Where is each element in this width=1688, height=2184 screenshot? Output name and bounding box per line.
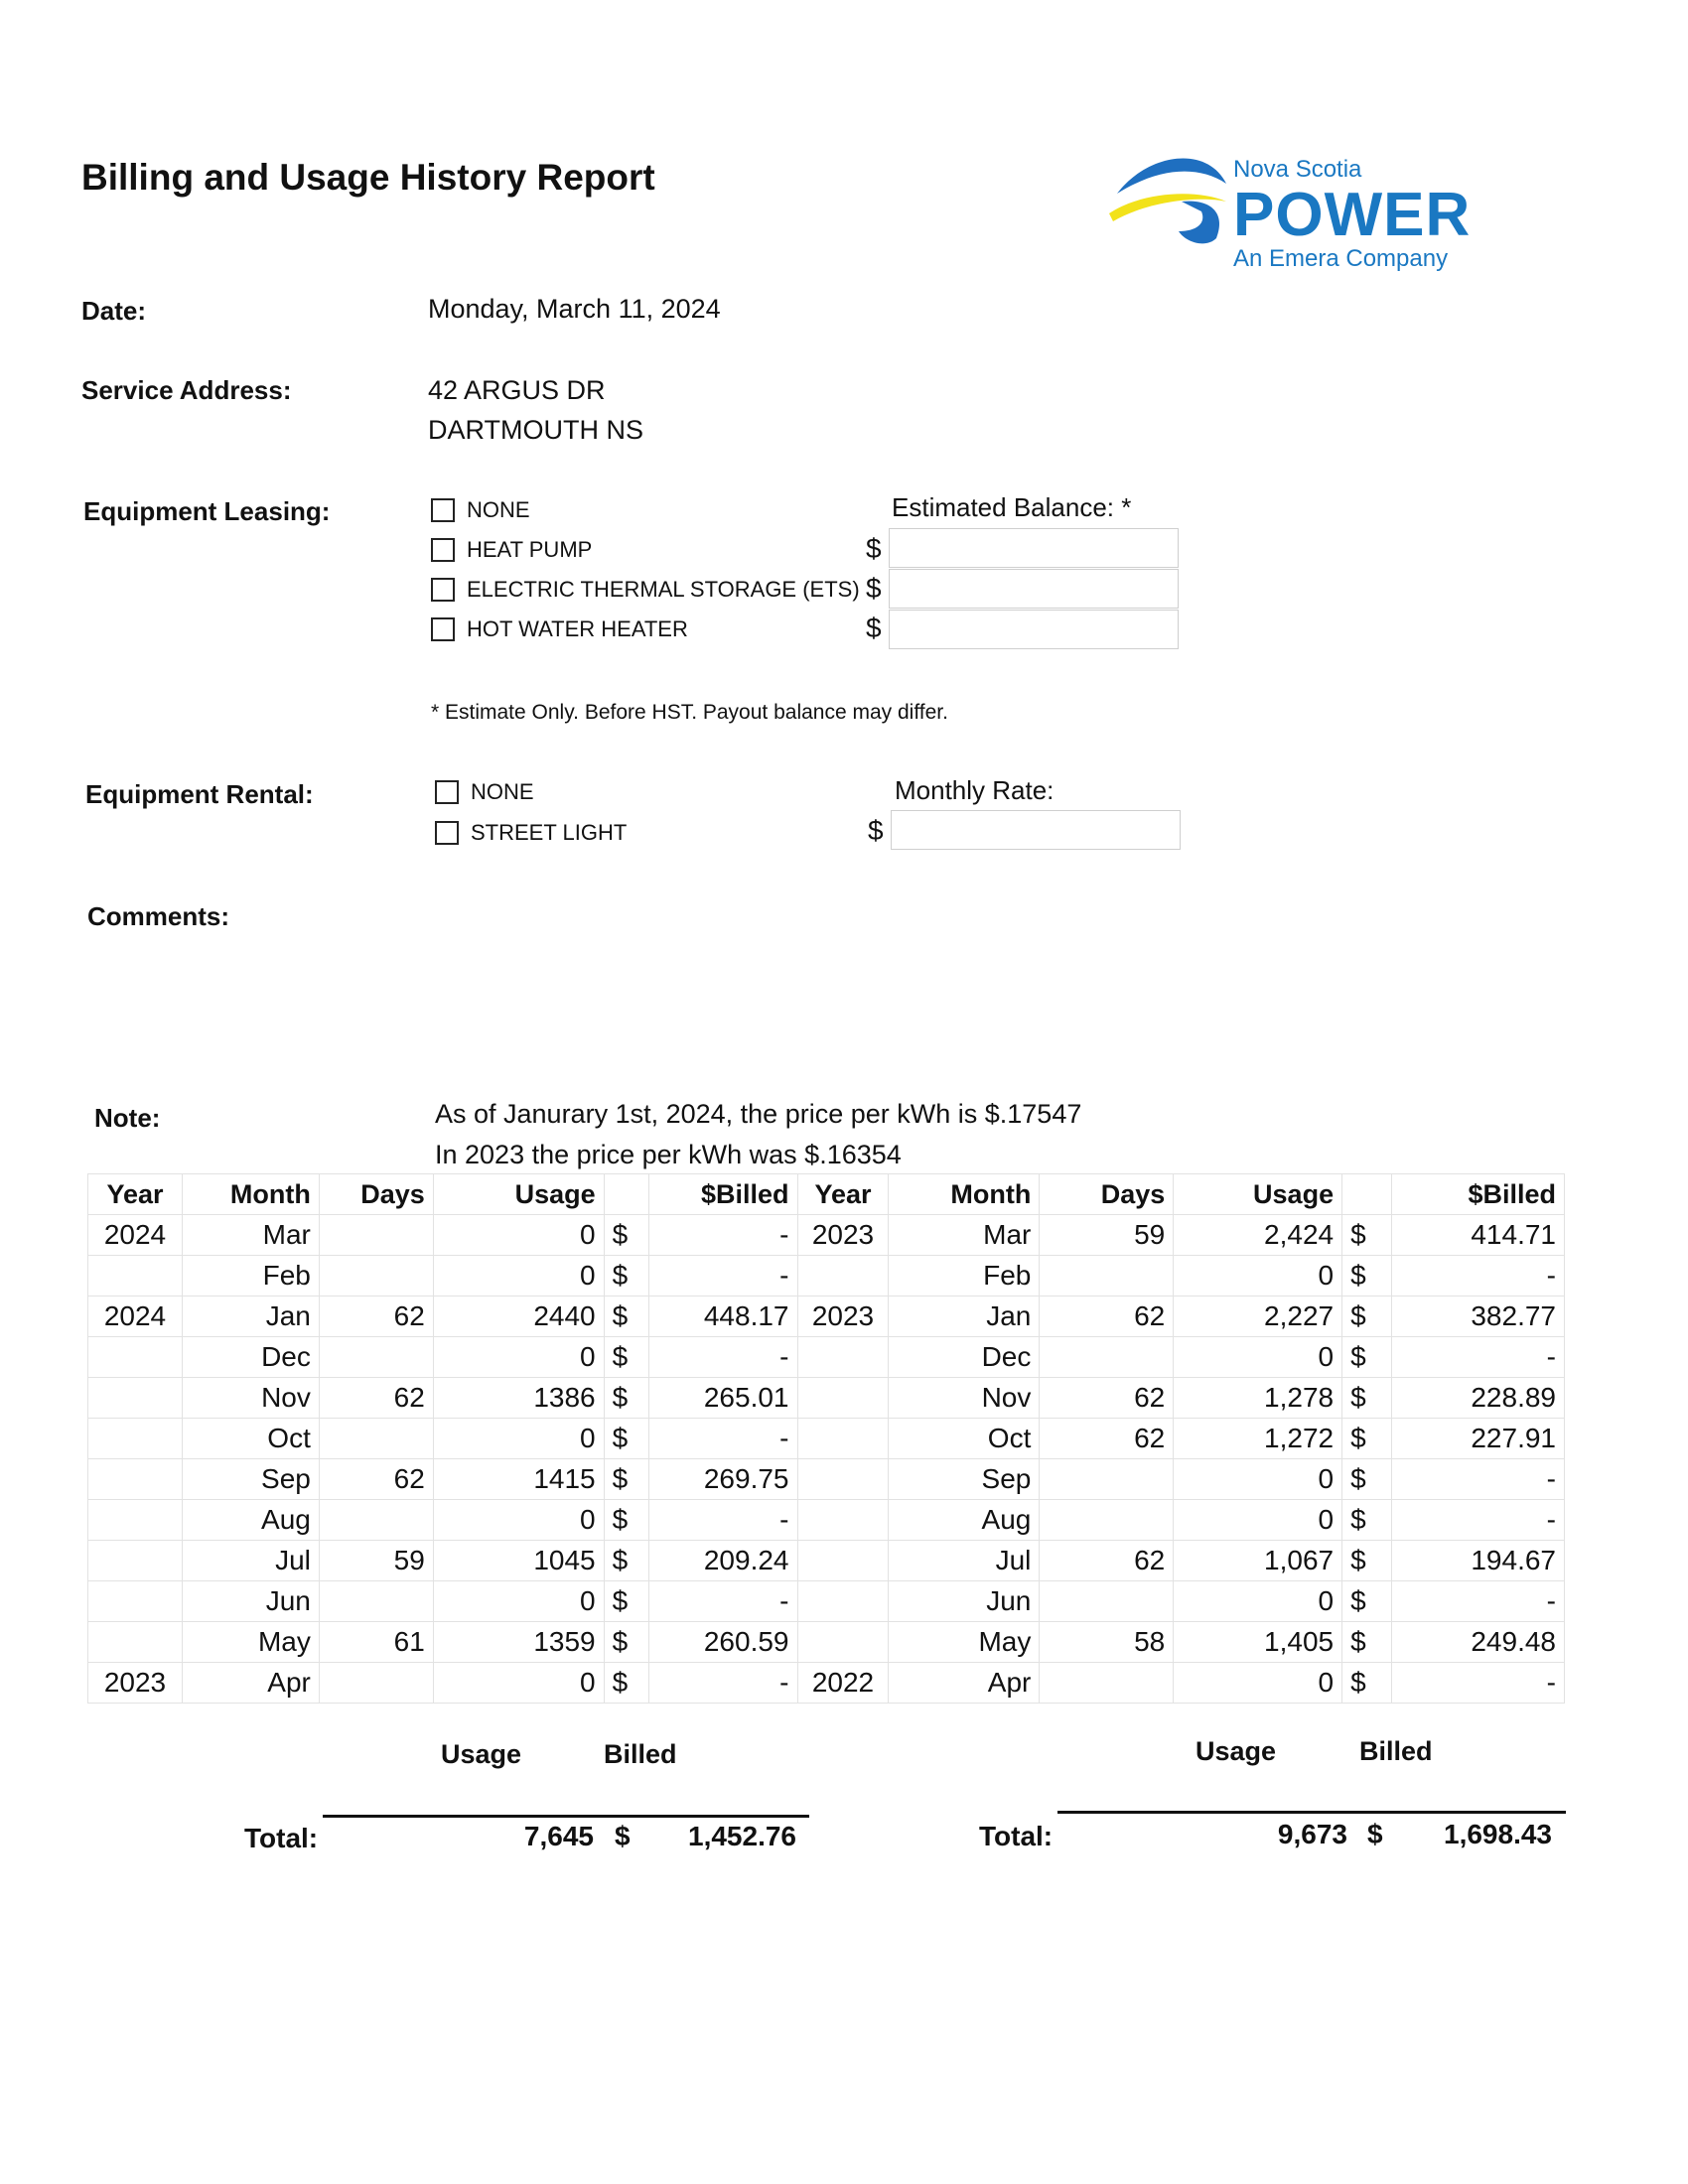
days-cell xyxy=(319,1256,433,1297)
year-cell xyxy=(797,1581,889,1622)
days-cell xyxy=(319,1337,433,1378)
billed-cell: - xyxy=(648,1256,797,1297)
billed-cell: - xyxy=(648,1215,797,1256)
total-currency-left: $ xyxy=(615,1821,631,1851)
days-cell xyxy=(319,1215,433,1256)
option-label: HEAT PUMP xyxy=(467,537,593,562)
usage-cell: 0 xyxy=(433,1419,604,1459)
table-row xyxy=(88,1297,1565,1337)
currency-cell: $ xyxy=(604,1297,648,1337)
date-value: Monday, March 11, 2024 xyxy=(428,294,721,324)
totals-usage-header-left: Usage xyxy=(441,1739,522,1769)
estimate-footnote: * Estimate Only. Before HST. Payout balance may differ. xyxy=(431,701,948,724)
days-cell xyxy=(1040,1663,1174,1704)
currency-symbol: $ xyxy=(866,613,882,643)
checkbox[interactable] xyxy=(431,498,455,522)
usage-cell: 0 xyxy=(433,1500,604,1541)
usage-cell: 0 xyxy=(433,1337,604,1378)
currency-cell: $ xyxy=(604,1419,648,1459)
billed-cell: - xyxy=(648,1500,797,1541)
billed-cell: 260.59 xyxy=(648,1622,797,1663)
month-cell: Sep xyxy=(182,1459,319,1500)
logo-tagline-bottom: An Emera Company xyxy=(1233,245,1449,272)
currency-cell: $ xyxy=(1342,1378,1392,1419)
column-header: Usage xyxy=(433,1174,604,1215)
year-cell xyxy=(797,1337,889,1378)
year-cell xyxy=(797,1622,889,1663)
totals-billed-header-left: Billed xyxy=(604,1739,677,1769)
leasing-option-ets[interactable] xyxy=(431,574,860,606)
rental-option-street-light[interactable] xyxy=(435,817,627,849)
month-cell: Apr xyxy=(889,1663,1040,1704)
option-label: STREET LIGHT xyxy=(471,820,628,845)
days-cell xyxy=(1040,1256,1174,1297)
table-row xyxy=(88,1459,1565,1500)
currency-cell: $ xyxy=(604,1541,648,1581)
checkbox[interactable] xyxy=(435,821,459,845)
column-header xyxy=(604,1174,648,1215)
year-cell: 2023 xyxy=(797,1297,889,1337)
street-light-rate-field[interactable] xyxy=(891,810,1181,850)
month-cell: Aug xyxy=(182,1500,319,1541)
address-line-1: 42 ARGUS DR xyxy=(428,375,606,405)
currency-cell: $ xyxy=(604,1215,648,1256)
days-cell: 61 xyxy=(319,1622,433,1663)
days-cell: 62 xyxy=(1040,1419,1174,1459)
billed-cell: - xyxy=(1392,1459,1565,1500)
logo-tagline-top: Nova Scotia xyxy=(1233,156,1362,183)
month-cell: Jul xyxy=(182,1541,319,1581)
equipment-leasing-label: Equipment Leasing: xyxy=(83,496,331,526)
days-cell: 62 xyxy=(319,1378,433,1419)
billed-cell: 209.24 xyxy=(648,1541,797,1581)
billed-cell: - xyxy=(1392,1337,1565,1378)
checkbox[interactable] xyxy=(431,538,455,562)
billed-cell: - xyxy=(1392,1500,1565,1541)
currency-cell: $ xyxy=(604,1622,648,1663)
year-cell xyxy=(88,1541,183,1581)
report-title: Billing and Usage History Report xyxy=(81,157,655,198)
month-cell: May xyxy=(182,1622,319,1663)
days-cell xyxy=(319,1500,433,1541)
currency-cell: $ xyxy=(604,1337,648,1378)
comments-label: Comments: xyxy=(87,901,230,931)
total-billed-left: 1,452.76 xyxy=(688,1821,796,1851)
table-header-row xyxy=(88,1174,1565,1215)
days-cell xyxy=(319,1663,433,1704)
year-cell xyxy=(88,1419,183,1459)
year-cell xyxy=(88,1378,183,1419)
year-cell xyxy=(797,1419,889,1459)
column-header: Days xyxy=(319,1174,433,1215)
leasing-option-heat-pump[interactable] xyxy=(431,534,592,566)
monthly-rate-header: Monthly Rate: xyxy=(895,775,1055,805)
table-row xyxy=(88,1581,1565,1622)
days-cell: 59 xyxy=(1040,1215,1174,1256)
usage-cell: 1,067 xyxy=(1174,1541,1342,1581)
month-cell: Jan xyxy=(182,1297,319,1337)
year-cell xyxy=(797,1459,889,1500)
month-cell: Feb xyxy=(182,1256,319,1297)
month-cell: Mar xyxy=(182,1215,319,1256)
billed-cell: 227.91 xyxy=(1392,1419,1565,1459)
days-cell: 62 xyxy=(1040,1541,1174,1581)
days-cell: 62 xyxy=(1040,1378,1174,1419)
option-label: NONE xyxy=(467,497,530,522)
billed-cell: 228.89 xyxy=(1392,1378,1565,1419)
month-cell: Dec xyxy=(182,1337,319,1378)
column-header: Month xyxy=(889,1174,1040,1215)
month-cell: Jun xyxy=(889,1581,1040,1622)
month-cell: Nov xyxy=(889,1378,1040,1419)
table-row xyxy=(88,1256,1565,1297)
checkbox[interactable] xyxy=(435,780,459,804)
days-cell xyxy=(1040,1459,1174,1500)
month-cell: Apr xyxy=(182,1663,319,1704)
currency-cell: $ xyxy=(1342,1459,1392,1500)
days-cell: 62 xyxy=(319,1297,433,1337)
usage-cell: 0 xyxy=(1174,1459,1342,1500)
currency-cell: $ xyxy=(1342,1622,1392,1663)
currency-cell: $ xyxy=(604,1378,648,1419)
days-cell: 62 xyxy=(1040,1297,1174,1337)
billed-cell: 265.01 xyxy=(648,1378,797,1419)
table-row xyxy=(88,1378,1565,1419)
billed-cell: - xyxy=(1392,1256,1565,1297)
equipment-rental-label: Equipment Rental: xyxy=(85,779,314,809)
year-cell xyxy=(88,1581,183,1622)
month-cell: Nov xyxy=(182,1378,319,1419)
month-cell: Sep xyxy=(889,1459,1040,1500)
month-cell: May xyxy=(889,1622,1040,1663)
estimated-balance-header: Estimated Balance: * xyxy=(892,492,1132,522)
usage-cell: 0 xyxy=(433,1663,604,1704)
year-cell xyxy=(88,1337,183,1378)
days-cell xyxy=(1040,1581,1174,1622)
billed-cell: 448.17 xyxy=(648,1297,797,1337)
currency-cell: $ xyxy=(604,1663,648,1704)
checkbox[interactable] xyxy=(431,578,455,602)
usage-cell: 1,405 xyxy=(1174,1622,1342,1663)
currency-cell: $ xyxy=(1342,1215,1392,1256)
currency-cell: $ xyxy=(1342,1581,1392,1622)
currency-cell: $ xyxy=(1342,1663,1392,1704)
year-cell xyxy=(88,1500,183,1541)
billed-cell: 382.77 xyxy=(1392,1297,1565,1337)
leasing-option-hot-water[interactable] xyxy=(431,614,688,645)
currency-cell: $ xyxy=(1342,1541,1392,1581)
billed-cell: - xyxy=(1392,1663,1565,1704)
table-row xyxy=(88,1215,1565,1256)
year-cell: 2022 xyxy=(797,1663,889,1704)
year-cell: 2023 xyxy=(88,1663,183,1704)
billed-cell: 194.67 xyxy=(1392,1541,1565,1581)
month-cell: Aug xyxy=(889,1500,1040,1541)
option-label: HOT WATER HEATER xyxy=(467,616,688,641)
usage-cell: 1415 xyxy=(433,1459,604,1500)
currency-cell: $ xyxy=(1342,1500,1392,1541)
ets-balance-field[interactable] xyxy=(889,569,1179,609)
month-cell: Jun xyxy=(182,1581,319,1622)
leasing-option-none[interactable] xyxy=(431,494,530,526)
address-label: Service Address: xyxy=(81,375,292,405)
year-cell xyxy=(88,1459,183,1500)
currency-symbol: $ xyxy=(866,573,882,604)
billed-cell: - xyxy=(648,1581,797,1622)
usage-history-table xyxy=(87,1173,1565,1704)
column-header: $Billed xyxy=(1392,1174,1565,1215)
usage-cell: 2,227 xyxy=(1174,1297,1342,1337)
usage-cell: 0 xyxy=(433,1215,604,1256)
currency-symbol: $ xyxy=(866,533,882,564)
option-label: ELECTRIC THERMAL STORAGE (ETS) xyxy=(467,577,860,602)
days-cell xyxy=(1040,1337,1174,1378)
currency-cell: $ xyxy=(604,1500,648,1541)
totals-divider-right xyxy=(1057,1811,1566,1814)
currency-cell: $ xyxy=(604,1581,648,1622)
billed-cell: - xyxy=(648,1663,797,1704)
days-cell: 59 xyxy=(319,1541,433,1581)
currency-cell: $ xyxy=(604,1256,648,1297)
year-cell: 2023 xyxy=(797,1215,889,1256)
address-line-2: DARTMOUTH NS xyxy=(428,415,644,445)
billed-cell: - xyxy=(648,1419,797,1459)
year-cell xyxy=(797,1256,889,1297)
usage-cell: 1,272 xyxy=(1174,1419,1342,1459)
currency-cell: $ xyxy=(1342,1337,1392,1378)
table-row xyxy=(88,1419,1565,1459)
month-cell: Jan xyxy=(889,1297,1040,1337)
currency-cell: $ xyxy=(604,1459,648,1500)
option-label: NONE xyxy=(471,779,534,804)
column-header: Month xyxy=(182,1174,319,1215)
total-usage-left: 7,645 xyxy=(523,1821,594,1851)
year-cell: 2024 xyxy=(88,1215,183,1256)
year-cell xyxy=(797,1378,889,1419)
column-header: Usage xyxy=(1174,1174,1342,1215)
total-label-right: Total: xyxy=(979,1821,1054,1851)
billed-cell: 249.48 xyxy=(1392,1622,1565,1663)
year-cell xyxy=(88,1622,183,1663)
year-cell: 2024 xyxy=(88,1297,183,1337)
usage-cell: 0 xyxy=(1174,1581,1342,1622)
year-cell xyxy=(797,1500,889,1541)
days-cell: 62 xyxy=(319,1459,433,1500)
month-cell: Oct xyxy=(182,1419,319,1459)
column-header: Days xyxy=(1040,1174,1174,1215)
year-cell xyxy=(88,1256,183,1297)
usage-cell: 2,424 xyxy=(1174,1215,1342,1256)
hot-water-balance-field[interactable] xyxy=(889,610,1179,649)
total-usage-right: 9,673 xyxy=(1277,1819,1347,1849)
table-row xyxy=(88,1663,1565,1704)
month-cell: Mar xyxy=(889,1215,1040,1256)
days-cell xyxy=(1040,1500,1174,1541)
currency-symbol: $ xyxy=(868,815,884,846)
logo-swoosh-icon xyxy=(1087,144,1231,253)
usage-cell: 0 xyxy=(1174,1256,1342,1297)
usage-cell: 1386 xyxy=(433,1378,604,1419)
total-currency-right: $ xyxy=(1367,1819,1383,1849)
usage-cell: 1359 xyxy=(433,1622,604,1663)
totals-divider-left xyxy=(323,1815,809,1818)
table-row xyxy=(88,1337,1565,1378)
logo-brand: POWER xyxy=(1233,181,1472,249)
usage-cell: 1045 xyxy=(433,1541,604,1581)
month-cell: Oct xyxy=(889,1419,1040,1459)
usage-cell: 0 xyxy=(1174,1500,1342,1541)
table-row xyxy=(88,1541,1565,1581)
note-line-1: As of Janurary 1st, 2024, the price per kWh is $.17547 xyxy=(435,1099,1082,1129)
usage-cell: 0 xyxy=(1174,1337,1342,1378)
usage-cell: 0 xyxy=(433,1581,604,1622)
currency-cell: $ xyxy=(1342,1256,1392,1297)
rental-option-none[interactable] xyxy=(435,776,534,808)
month-cell: Dec xyxy=(889,1337,1040,1378)
usage-cell: 1,278 xyxy=(1174,1378,1342,1419)
billed-cell: - xyxy=(648,1337,797,1378)
column-header: Year xyxy=(797,1174,889,1215)
usage-cell: 0 xyxy=(1174,1663,1342,1704)
company-logo xyxy=(1087,144,1534,278)
table-row xyxy=(88,1622,1565,1663)
days-cell xyxy=(319,1419,433,1459)
billed-cell: - xyxy=(1392,1581,1565,1622)
days-cell xyxy=(319,1581,433,1622)
note-label: Note: xyxy=(94,1103,161,1133)
checkbox[interactable] xyxy=(431,617,455,641)
totals-usage-header-right: Usage xyxy=(1196,1736,1277,1766)
column-header xyxy=(1342,1174,1392,1215)
total-billed-right: 1,698.43 xyxy=(1444,1819,1552,1849)
currency-cell: $ xyxy=(1342,1419,1392,1459)
usage-cell: 0 xyxy=(433,1256,604,1297)
totals-billed-header-right: Billed xyxy=(1359,1736,1433,1766)
currency-cell: $ xyxy=(1342,1297,1392,1337)
note-line-2: In 2023 the price per kWh was $.16354 xyxy=(435,1140,902,1169)
column-header: $Billed xyxy=(648,1174,797,1215)
billed-cell: 414.71 xyxy=(1392,1215,1565,1256)
column-header: Year xyxy=(88,1174,183,1215)
date-label: Date: xyxy=(81,296,147,326)
month-cell: Feb xyxy=(889,1256,1040,1297)
year-cell xyxy=(797,1541,889,1581)
total-label-left: Total: xyxy=(244,1823,319,1853)
heat-pump-balance-field[interactable] xyxy=(889,528,1179,568)
days-cell: 58 xyxy=(1040,1622,1174,1663)
usage-cell: 2440 xyxy=(433,1297,604,1337)
table-row xyxy=(88,1500,1565,1541)
billed-cell: 269.75 xyxy=(648,1459,797,1500)
month-cell: Jul xyxy=(889,1541,1040,1581)
